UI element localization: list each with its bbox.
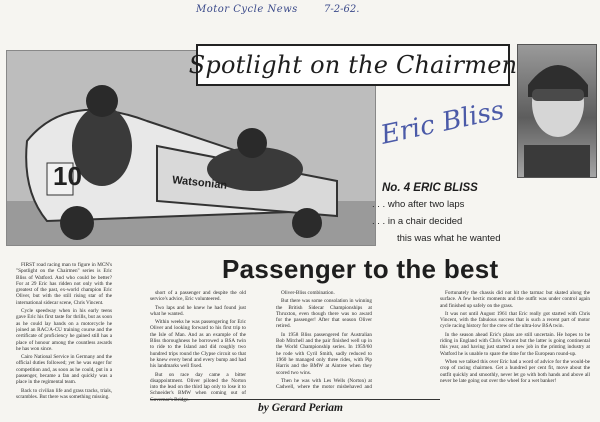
column-2-paragraph: short of a passenger and despite the old service's advice, Eric volunteered. [150, 290, 246, 303]
handwritten-source: Motor Cycle News [196, 4, 298, 15]
article-column-3 [276, 290, 372, 390]
column-3-paragraph: But there was some consolation in winning the British Sidecar Championships at Thruxton, even though there was no award for the passenger! After that season Oliver retired. [276, 298, 372, 330]
subhead-line-2: . . . in a chair decided [372, 216, 463, 227]
eric-bliss-portrait [517, 44, 597, 178]
subhead-line-3: this was what he wanted [397, 233, 501, 244]
race-number: 10 [53, 161, 82, 191]
column-1-paragraph: Back to civilian life and grass tracks, trials, scrambles. But there was something missing. [16, 387, 112, 400]
column-2-paragraph: Within weeks he was passengering for Eric Oliver and looking forward to his first trip to the Isle of Man. And as an example of the Bliss thoroughness he borrowed a BSA twin to ride to the Island and did roughly two hundred trips round the Clypse circuit so that he knew every bend and every bump and had his landmarks well fixed. [150, 319, 246, 370]
column-4-paragraph: In the season ahead Eric's plans are still uncertain. He hopes to be riding in England with Chris Vincent but the latter is going continental this year, and having just started a new job in the printing industry at Watford he is unable to spare the time for the European round-up. [440, 331, 590, 357]
spotlight-banner [188, 44, 518, 86]
byline-rule [150, 399, 440, 400]
autograph-signature: Eric Bliss [378, 95, 507, 151]
handwritten-date: 7-2-62. [324, 4, 360, 15]
banner-title: Spotlight on the Chairmen [188, 51, 518, 79]
column-3-paragraph: In 1958 Bliss passengered for Australian Bob Mitchell and the pair finished well up in the World Championship series. In 1959/60 he rode with Cyril Smith, sadly reduced to 1960 he managed only three rides, with Pip Harris and the BMW at Aintree when they scored two wins. [276, 331, 372, 376]
subhead-line-1: . . . who after two laps [372, 199, 465, 210]
column-4-paragraph: When we talked this over Eric had a word of advice for the would-be crop of racing chairmen. Get a hundred per cent fit, move about the outfit quickly and smoothly, never let go with both hands and above all never be late going out over the wheel for a wet banker! [440, 358, 590, 384]
column-3-paragraph: Oliver-Bliss combination. [281, 290, 335, 296]
fairing-lettering: Watsonian [171, 174, 228, 192]
column-1-paragraph: Cycle speedway when in his early teens gave Eric his first taste for thrills, but as soon as he could lay hands on a motorcycle he joined an RAC/A-CU training course and the certificate of proficiency he gained still has a place of honour among the countless awards he has won since. [16, 308, 112, 352]
column-1-paragraph: FIRST road racing man to figure in MCN's "Spotlight on the Chairmen" series is Eric Bliss of Watford. And who could be better? For at 29 Eric has ridden not only with the greatest of the past, ex-world champion Eric Oliver, but with the still rising star of the international sidecar scene, Chris Vincent. [16, 262, 112, 306]
column-1-paragraph: Cairo National Service in Germany and the official duties followed; yet he was eager for competition and, as soon as he could, put in a passenger, became a fan and quickly was a place in the regimental team. [16, 354, 112, 386]
column-3-paragraph: Then he was with Les Wells (Norton) at Cadwell, where the motor misbehaved and [276, 377, 372, 390]
article-headline: Passenger to the best [222, 254, 499, 284]
column-4-paragraph: Fortunately the chassis did not hit the tarmac but skated along the surface. A few hectic moments and the outfit was under control again and finished up safely on the grass. [440, 290, 590, 309]
column-4-paragraph: It was not until August 1961 that Eric really got started with Chris Vincent, with the fabulous success that is such a recent part of motor cycle racing history for the crew of the ultra-low BSA twin. [440, 310, 590, 330]
column-2-paragraph: Two laps and he knew he had found just what he wanted. [150, 304, 246, 317]
article-column-2 [150, 290, 246, 402]
article-byline: by Gerard Periam [258, 402, 343, 414]
article-column-1 [16, 262, 112, 402]
portrait-illustration [518, 45, 596, 177]
article-column-4 [440, 290, 590, 414]
subhead-name: No. 4 ERIC BLISS [382, 182, 478, 194]
column-2-paragraph: But on race day came a bitter disappointment. Oliver piloted the Norton into the lead on the third lap only to lose it to Schneider's BMW when coming out of Governor's Bridge. [150, 371, 246, 402]
